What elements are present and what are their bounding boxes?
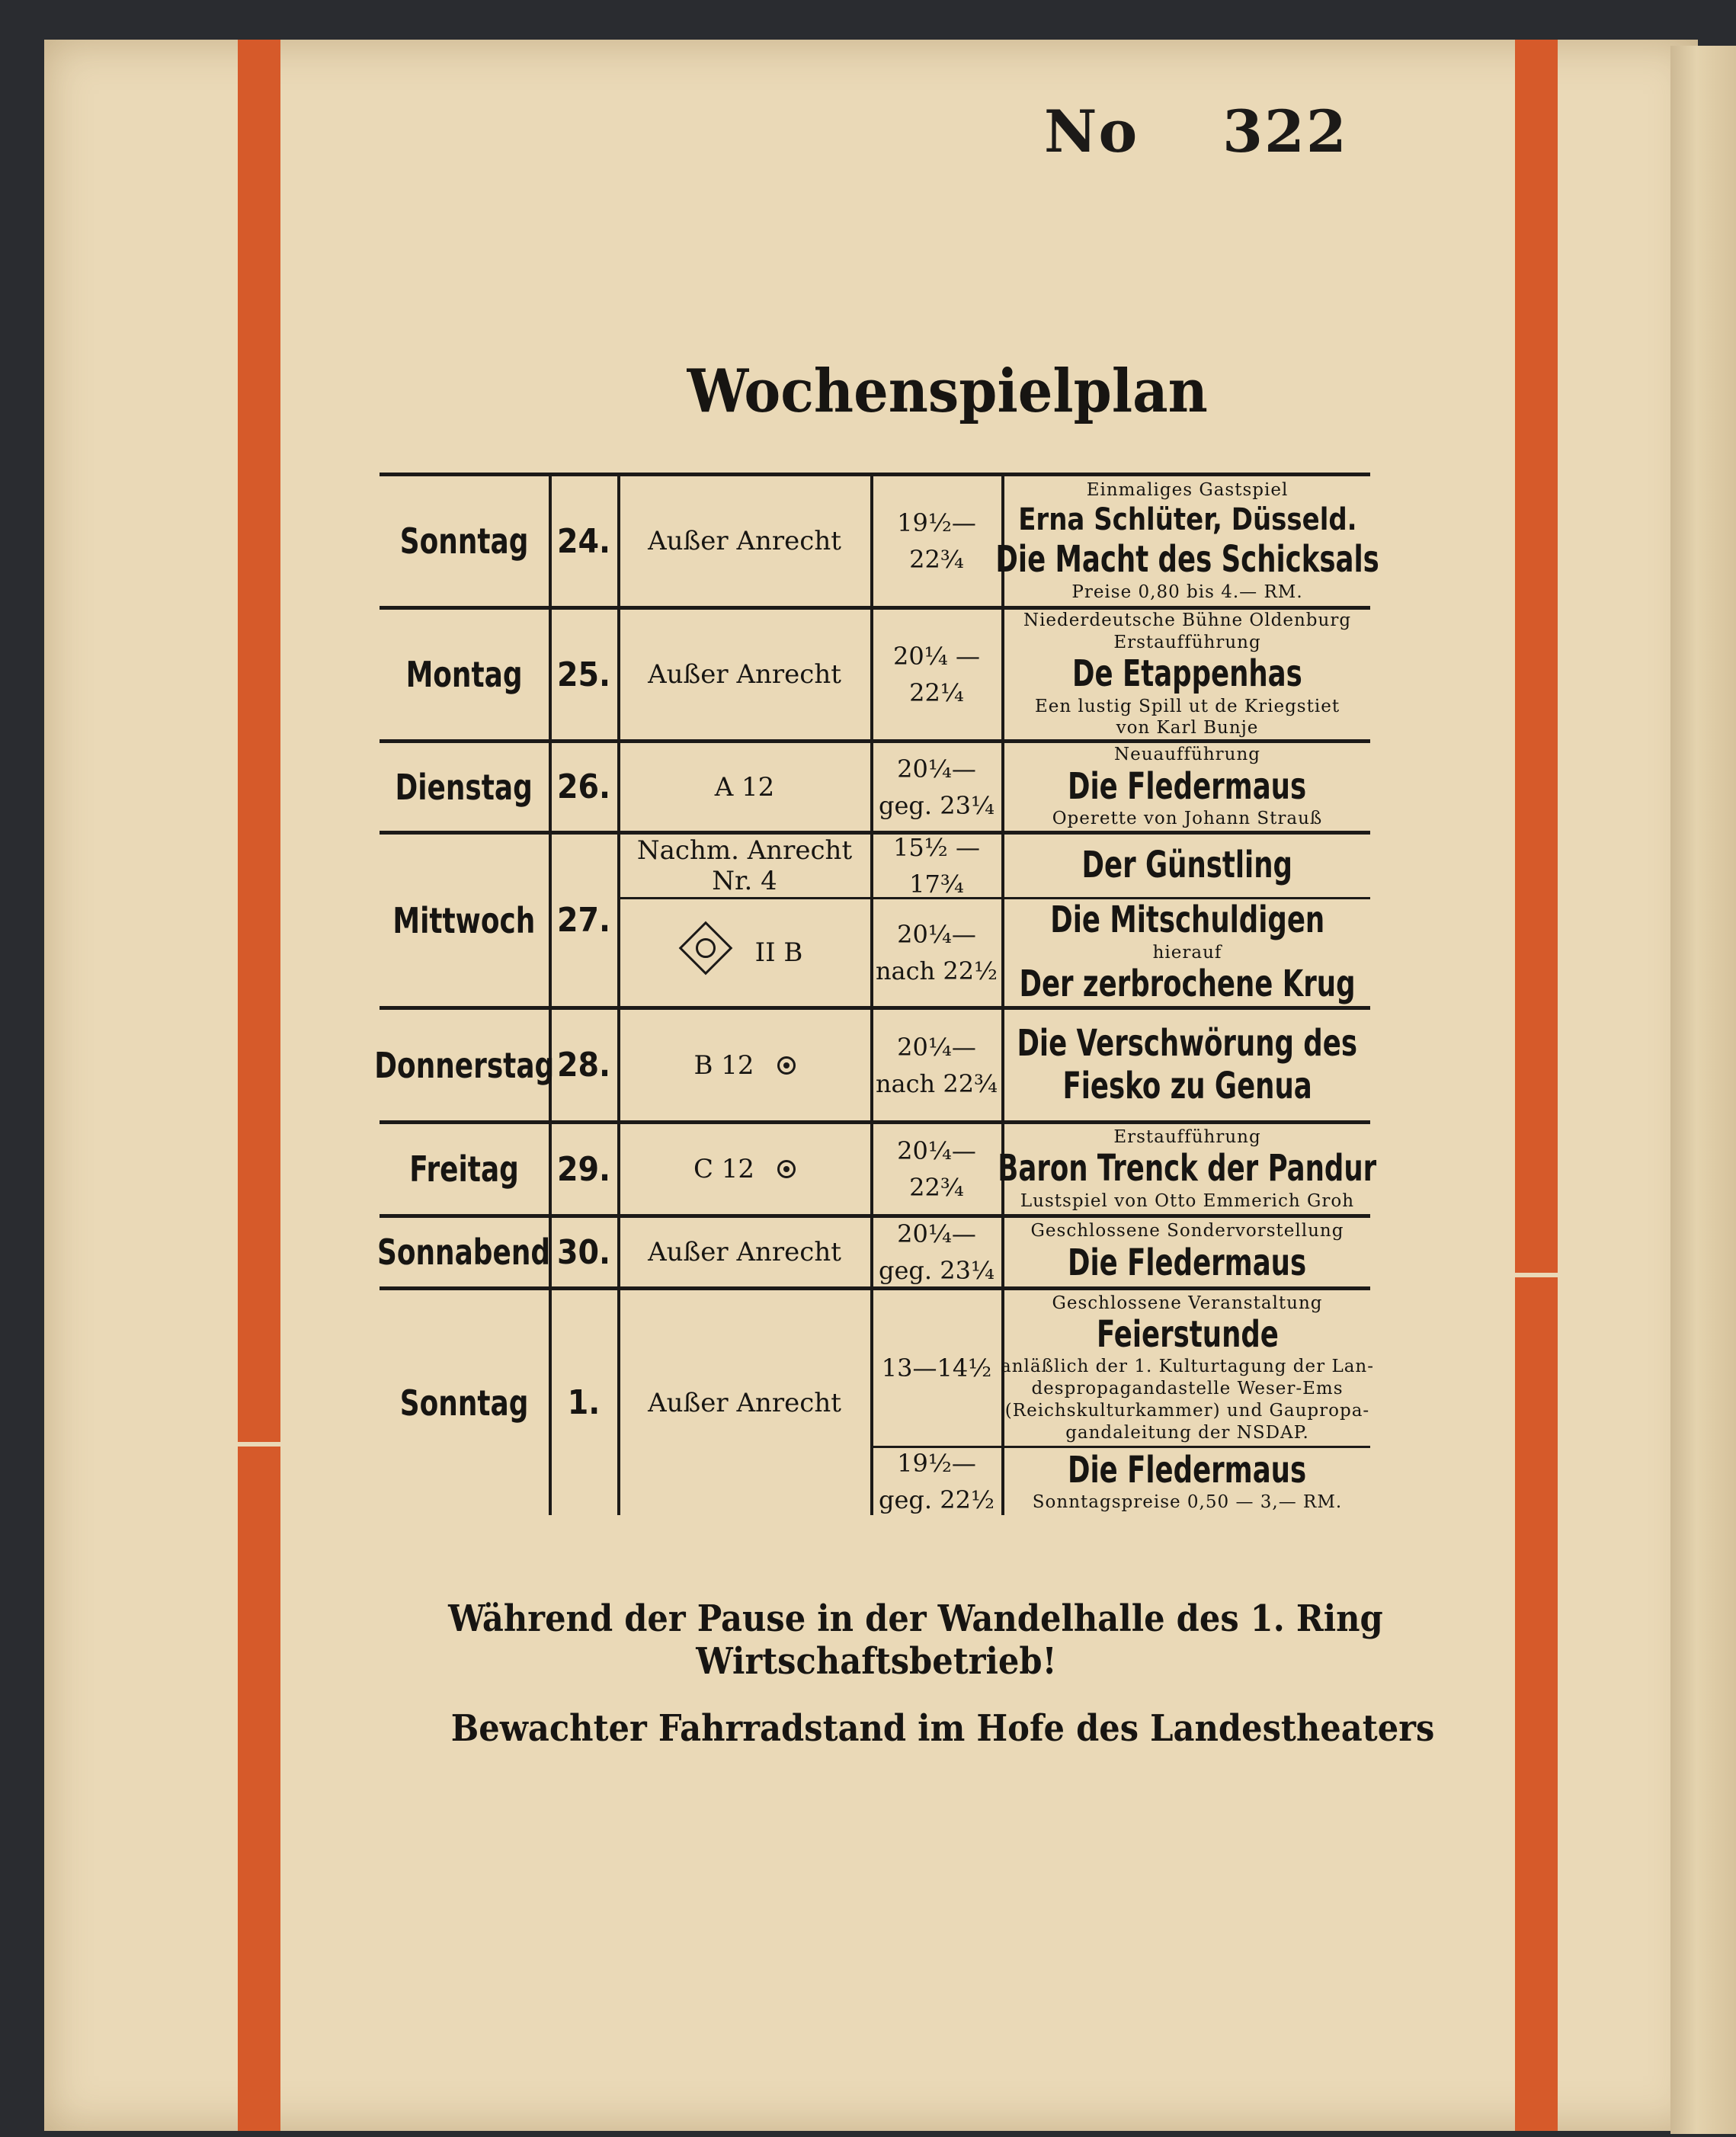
play-cell bbox=[1004, 899, 1370, 1006]
play-note: Einmaliges Gastspiel bbox=[1086, 479, 1289, 500]
day-cell: Donnerstag bbox=[380, 1010, 552, 1120]
time-cell bbox=[872, 1010, 1004, 1120]
play-note: despropagandastelle Weser-Ems bbox=[1031, 1379, 1344, 1399]
time-end: 22¾ bbox=[909, 545, 964, 574]
subscription-cell: Außer Anrecht bbox=[619, 1290, 873, 1515]
play-title: Die Fledermaus bbox=[1068, 764, 1307, 808]
play-note: (Reichskulturkammer) und Gaupropa- bbox=[1004, 1400, 1370, 1421]
table-row bbox=[380, 831, 1370, 1006]
play-title: Feierstunde bbox=[1096, 1313, 1279, 1357]
time-start: 20¼— bbox=[897, 754, 976, 783]
stripe-gap bbox=[238, 1442, 280, 1447]
play-title: Die Macht des Schicksals bbox=[995, 538, 1379, 582]
time-cell bbox=[872, 610, 1004, 739]
subscription-line: Nr. 4 bbox=[712, 866, 777, 896]
table-row bbox=[380, 1120, 1377, 1214]
time-end: 17¾ bbox=[909, 870, 964, 899]
time-start: 13—14½ bbox=[881, 1354, 992, 1382]
subscription-cell: Außer Anrecht bbox=[619, 476, 873, 606]
play-note: gandaleitung der NSDAP. bbox=[1065, 1422, 1309, 1443]
footer-note bbox=[396, 1707, 1435, 1750]
right-orange-stripe bbox=[1515, 40, 1558, 2131]
play-title: Der Günstling bbox=[1081, 844, 1293, 887]
time-cell bbox=[872, 476, 1004, 606]
date-cell: 24. bbox=[550, 476, 620, 606]
page-title: Wochenspielplan bbox=[687, 357, 1208, 426]
circle-dot-icon bbox=[777, 1160, 796, 1178]
date-cell: 29. bbox=[550, 1124, 620, 1214]
footer-line: Wirtschaftsbetrieb! bbox=[696, 1640, 1057, 1683]
time-end: geg. 22½ bbox=[879, 1485, 995, 1514]
time-start: 20¼ — bbox=[893, 642, 980, 671]
time-end: 22¼ bbox=[909, 678, 964, 707]
subscription-label: C 12 bbox=[693, 1154, 755, 1184]
time-start: 19½— bbox=[897, 1449, 976, 1478]
footer-line: Während der Pause in der Wandelhalle des 1. Ring bbox=[448, 1597, 1383, 1640]
play-note: Erstaufführung bbox=[1113, 632, 1261, 652]
time-cell bbox=[872, 1290, 1004, 1446]
table-row bbox=[380, 1286, 1375, 1515]
play-note: Erstaufführung bbox=[1113, 1126, 1261, 1147]
circle-dot-icon bbox=[777, 1056, 796, 1075]
subscription-label: B 12 bbox=[693, 1049, 754, 1081]
play-note: Lustspiel von Otto Emmerich Groh bbox=[1020, 1190, 1355, 1211]
date-cell: 25. bbox=[550, 610, 620, 739]
time-start: 15½ — bbox=[893, 833, 980, 862]
time-end: geg. 23¼ bbox=[879, 1256, 995, 1285]
subscription-cell bbox=[619, 899, 873, 1006]
play-cell bbox=[1004, 743, 1370, 831]
play-title: Die Verschwörung des bbox=[1017, 1022, 1358, 1065]
day-cell: Freitag bbox=[380, 1124, 552, 1214]
time-start: 20¼— bbox=[897, 1136, 976, 1165]
subscription-label: II B bbox=[754, 937, 803, 968]
play-note: Geschlossene Sondervorstellung bbox=[1030, 1221, 1344, 1242]
play-cell bbox=[995, 476, 1379, 606]
date-cell: 30. bbox=[550, 1218, 620, 1286]
time-end: 22¾ bbox=[909, 1173, 964, 1202]
time-cell bbox=[872, 1218, 1004, 1286]
subscription-cell: Außer Anrecht bbox=[619, 1218, 873, 1286]
play-title: Die Fledermaus bbox=[1068, 1449, 1307, 1492]
time-cell bbox=[872, 743, 1004, 831]
date-cell: 27. bbox=[550, 835, 620, 1006]
time-cell bbox=[872, 899, 1004, 1006]
schedule-table bbox=[374, 473, 1379, 1515]
footer-note bbox=[396, 1597, 1383, 1683]
day-cell: Mittwoch bbox=[380, 835, 552, 1006]
play-cell bbox=[1004, 1010, 1370, 1120]
play-note: Sonntagspreise 0,50 — 3,— RM. bbox=[1032, 1492, 1343, 1513]
time-end: nach 22¾ bbox=[875, 1068, 998, 1098]
time-start: 20¼— bbox=[897, 1032, 976, 1062]
play-cell bbox=[1004, 1448, 1370, 1515]
play-note: von Karl Bunje bbox=[1116, 718, 1259, 738]
ring-emblem-icon bbox=[678, 921, 732, 976]
row-divider bbox=[619, 897, 1370, 899]
subscription-cell bbox=[619, 1124, 873, 1214]
table-row bbox=[380, 739, 1370, 831]
play-cell bbox=[1004, 1218, 1370, 1286]
time-cell bbox=[872, 835, 1004, 897]
subscription-cell bbox=[619, 1010, 873, 1120]
date-cell: 28. bbox=[550, 1010, 620, 1120]
table-row bbox=[374, 1006, 1370, 1120]
play-note: Niederdeutsche Bühne Oldenburg bbox=[1023, 610, 1352, 630]
day-cell: Sonntag bbox=[380, 1290, 552, 1515]
table-row bbox=[380, 606, 1370, 739]
left-orange-stripe bbox=[238, 40, 280, 2131]
table-row bbox=[380, 473, 1379, 606]
subscription-cell bbox=[619, 835, 873, 897]
day-cell: Sonntag bbox=[380, 476, 552, 606]
play-note: Neuaufführung bbox=[1113, 745, 1261, 765]
play-note: anläßlich der 1. Kulturtagung der Lan- bbox=[1001, 1357, 1375, 1377]
stripe-gap bbox=[1515, 1273, 1558, 1277]
play-title: Baron Trenck der Pandur bbox=[998, 1147, 1377, 1190]
table-row bbox=[377, 1214, 1370, 1286]
next-page-edge bbox=[1670, 46, 1736, 2134]
subscription-line: Nachm. Anrecht bbox=[636, 835, 853, 866]
performer: Erna Schlüter, Düsseld. bbox=[1017, 502, 1357, 538]
number-value: 322 bbox=[1222, 98, 1348, 165]
play-title: Die Mitschuldigen bbox=[1050, 899, 1324, 942]
day-cell: Montag bbox=[380, 610, 552, 739]
time-start: 20¼— bbox=[897, 1219, 976, 1248]
subscription-cell: A 12 bbox=[619, 743, 873, 831]
time-cell bbox=[872, 1124, 1004, 1214]
play-note: Een lustig Spill ut de Kriegstiet bbox=[1034, 696, 1340, 716]
time-cell bbox=[872, 1448, 1004, 1515]
time-start: 20¼— bbox=[897, 920, 976, 949]
play-cell bbox=[998, 1124, 1377, 1214]
number-label: No bbox=[1044, 98, 1139, 165]
play-title: Die Fledermaus bbox=[1068, 1241, 1307, 1284]
day-cell: Dienstag bbox=[380, 743, 552, 831]
play-note: Geschlossene Veranstaltung bbox=[1052, 1293, 1323, 1313]
play-title: De Etappenhas bbox=[1072, 652, 1302, 696]
time-start: 19½— bbox=[897, 508, 976, 537]
play-cell bbox=[1001, 1290, 1375, 1446]
subscription-cell: Außer Anrecht bbox=[619, 610, 873, 739]
footer-line: Bewachter Fahrradstand im Hofe des Landestheaters bbox=[450, 1707, 1435, 1750]
date-cell: 26. bbox=[550, 743, 620, 831]
play-cell bbox=[1004, 835, 1370, 897]
date-cell: 1. bbox=[550, 1290, 620, 1515]
time-end: nach 22½ bbox=[875, 956, 998, 985]
play-title: Fiesko zu Genua bbox=[1062, 1064, 1312, 1107]
day-cell: Sonnabend bbox=[380, 1218, 552, 1286]
play-title: Der zerbrochene Krug bbox=[1019, 963, 1356, 1006]
row-divider bbox=[872, 1446, 1370, 1448]
play-note: Preise 0,80 bis 4.— RM. bbox=[1071, 582, 1303, 602]
play-cell bbox=[1004, 610, 1370, 739]
time-end: geg. 23¼ bbox=[879, 790, 995, 820]
document-number bbox=[1044, 98, 1348, 165]
play-note: Operette von Johann Strauß bbox=[1052, 809, 1323, 829]
play-note: hierauf bbox=[1152, 942, 1222, 963]
